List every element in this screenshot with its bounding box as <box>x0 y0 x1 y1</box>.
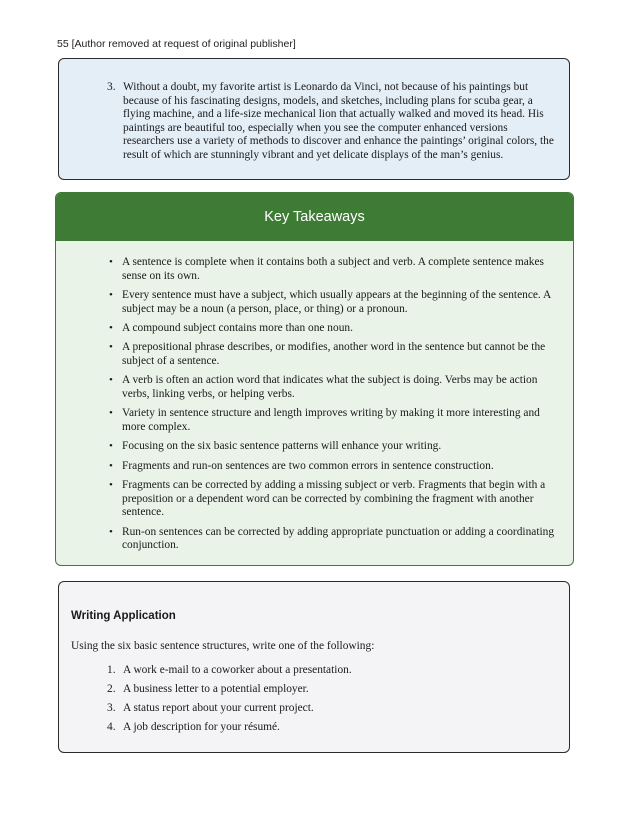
list-item <box>56 289 573 316</box>
list-item-text: A compound subject contains more than one noun. <box>122 321 353 334</box>
bullet-icon: • <box>109 525 113 538</box>
bullet-icon: • <box>109 440 113 453</box>
list-item-text: Fragments can be corrected by adding a missing subject or verb. Fragments that begin with a preposition or a dependent word can be corrected by combining the fragment with another sentence. <box>122 479 546 519</box>
list-number: 1. <box>107 664 116 676</box>
writing-application-intro: Using the six basic sentence structures, write one of the following: <box>71 640 375 652</box>
list-item-text: A job description for your résumé. <box>123 720 280 733</box>
bullet-icon: • <box>109 479 113 492</box>
author-attribution: [Author removed at request of original publisher] <box>71 38 296 50</box>
list-item <box>59 81 571 163</box>
list-number: 2. <box>107 682 116 695</box>
example-list <box>59 81 571 163</box>
list-item <box>56 526 573 553</box>
key-takeaways-title: Key Takeaways <box>56 193 573 241</box>
list-item <box>56 322 573 336</box>
list-item-text: A status report about your current project. <box>123 701 314 714</box>
running-header <box>57 38 296 50</box>
list-item <box>59 721 569 735</box>
key-takeaways-list <box>56 256 573 553</box>
list-number: 3. <box>107 81 116 93</box>
bullet-icon: • <box>109 288 113 301</box>
page-number: 55 <box>57 38 69 50</box>
list-item-text: A work e-mail to a coworker about a presentation. <box>123 664 352 676</box>
list-item <box>56 341 573 368</box>
example-box <box>58 58 570 180</box>
list-item-text: A sentence is complete when it contains both a subject and verb. A complete sentence makes sense on its own. <box>122 256 544 282</box>
list-item <box>56 256 573 283</box>
key-takeaways-box <box>55 192 574 566</box>
list-item-text: A prepositional phrase describes, or modifies, another word in the sentence but cannot be the subject of a sentence. <box>122 341 546 367</box>
bullet-icon: • <box>109 321 113 334</box>
list-item-text: Run-on sentences can be corrected by adding appropriate punctuation or adding a coordinating conjunction. <box>122 525 555 552</box>
list-item <box>56 479 573 520</box>
list-item-text: A business letter to a potential employer. <box>123 682 309 695</box>
list-item <box>59 664 569 678</box>
list-item-text: Focusing on the six basic sentence patterns will enhance your writing. <box>122 440 442 453</box>
list-item-text: A verb is often an action word that indicates what the subject is doing. Verbs may be action verbs, linking verbs, or helping verbs. <box>122 374 538 400</box>
list-item <box>56 440 573 454</box>
list-item-text: Every sentence must have a subject, which usually appears at the beginning of the sentence. A subject may be a noun (a person, place, or thing) or a pronoun. <box>122 288 551 315</box>
list-number: 4. <box>107 720 116 733</box>
list-item <box>59 702 569 716</box>
list-item-text: Variety in sentence structure and length improves writing by making it more interesting and more complex. <box>122 407 540 433</box>
list-item <box>56 407 573 434</box>
list-item <box>56 460 573 474</box>
list-number: 3. <box>107 701 116 714</box>
bullet-icon: • <box>109 407 113 420</box>
bullet-icon: • <box>109 459 113 472</box>
writing-application-box <box>58 581 570 753</box>
bullet-icon: • <box>109 256 113 268</box>
bullet-icon: • <box>109 341 113 354</box>
list-item <box>59 683 569 697</box>
list-item <box>56 374 573 401</box>
bullet-icon: • <box>109 374 113 387</box>
list-item-text: Without a doubt, my favorite artist is Leonardo da Vinci, not because of his paintings but because of his fascinating designs, models, and sketches, including plans for scuba gear, a flying machine, and a life-size mechanical lion that actually walked and moved its head. His paintings are beautiful too, especially when you see the computer enhanced versions researchers use a variety of methods to discover and enhance the paintings’ original colors, the result of which are stunningly vibrant and yet delicate displays of the man’s genius. <box>123 81 554 161</box>
writing-application-list <box>59 664 569 740</box>
list-item-text: Fragments and run-on sentences are two common errors in sentence construction. <box>122 459 494 472</box>
writing-application-title: Writing Application <box>71 610 176 622</box>
